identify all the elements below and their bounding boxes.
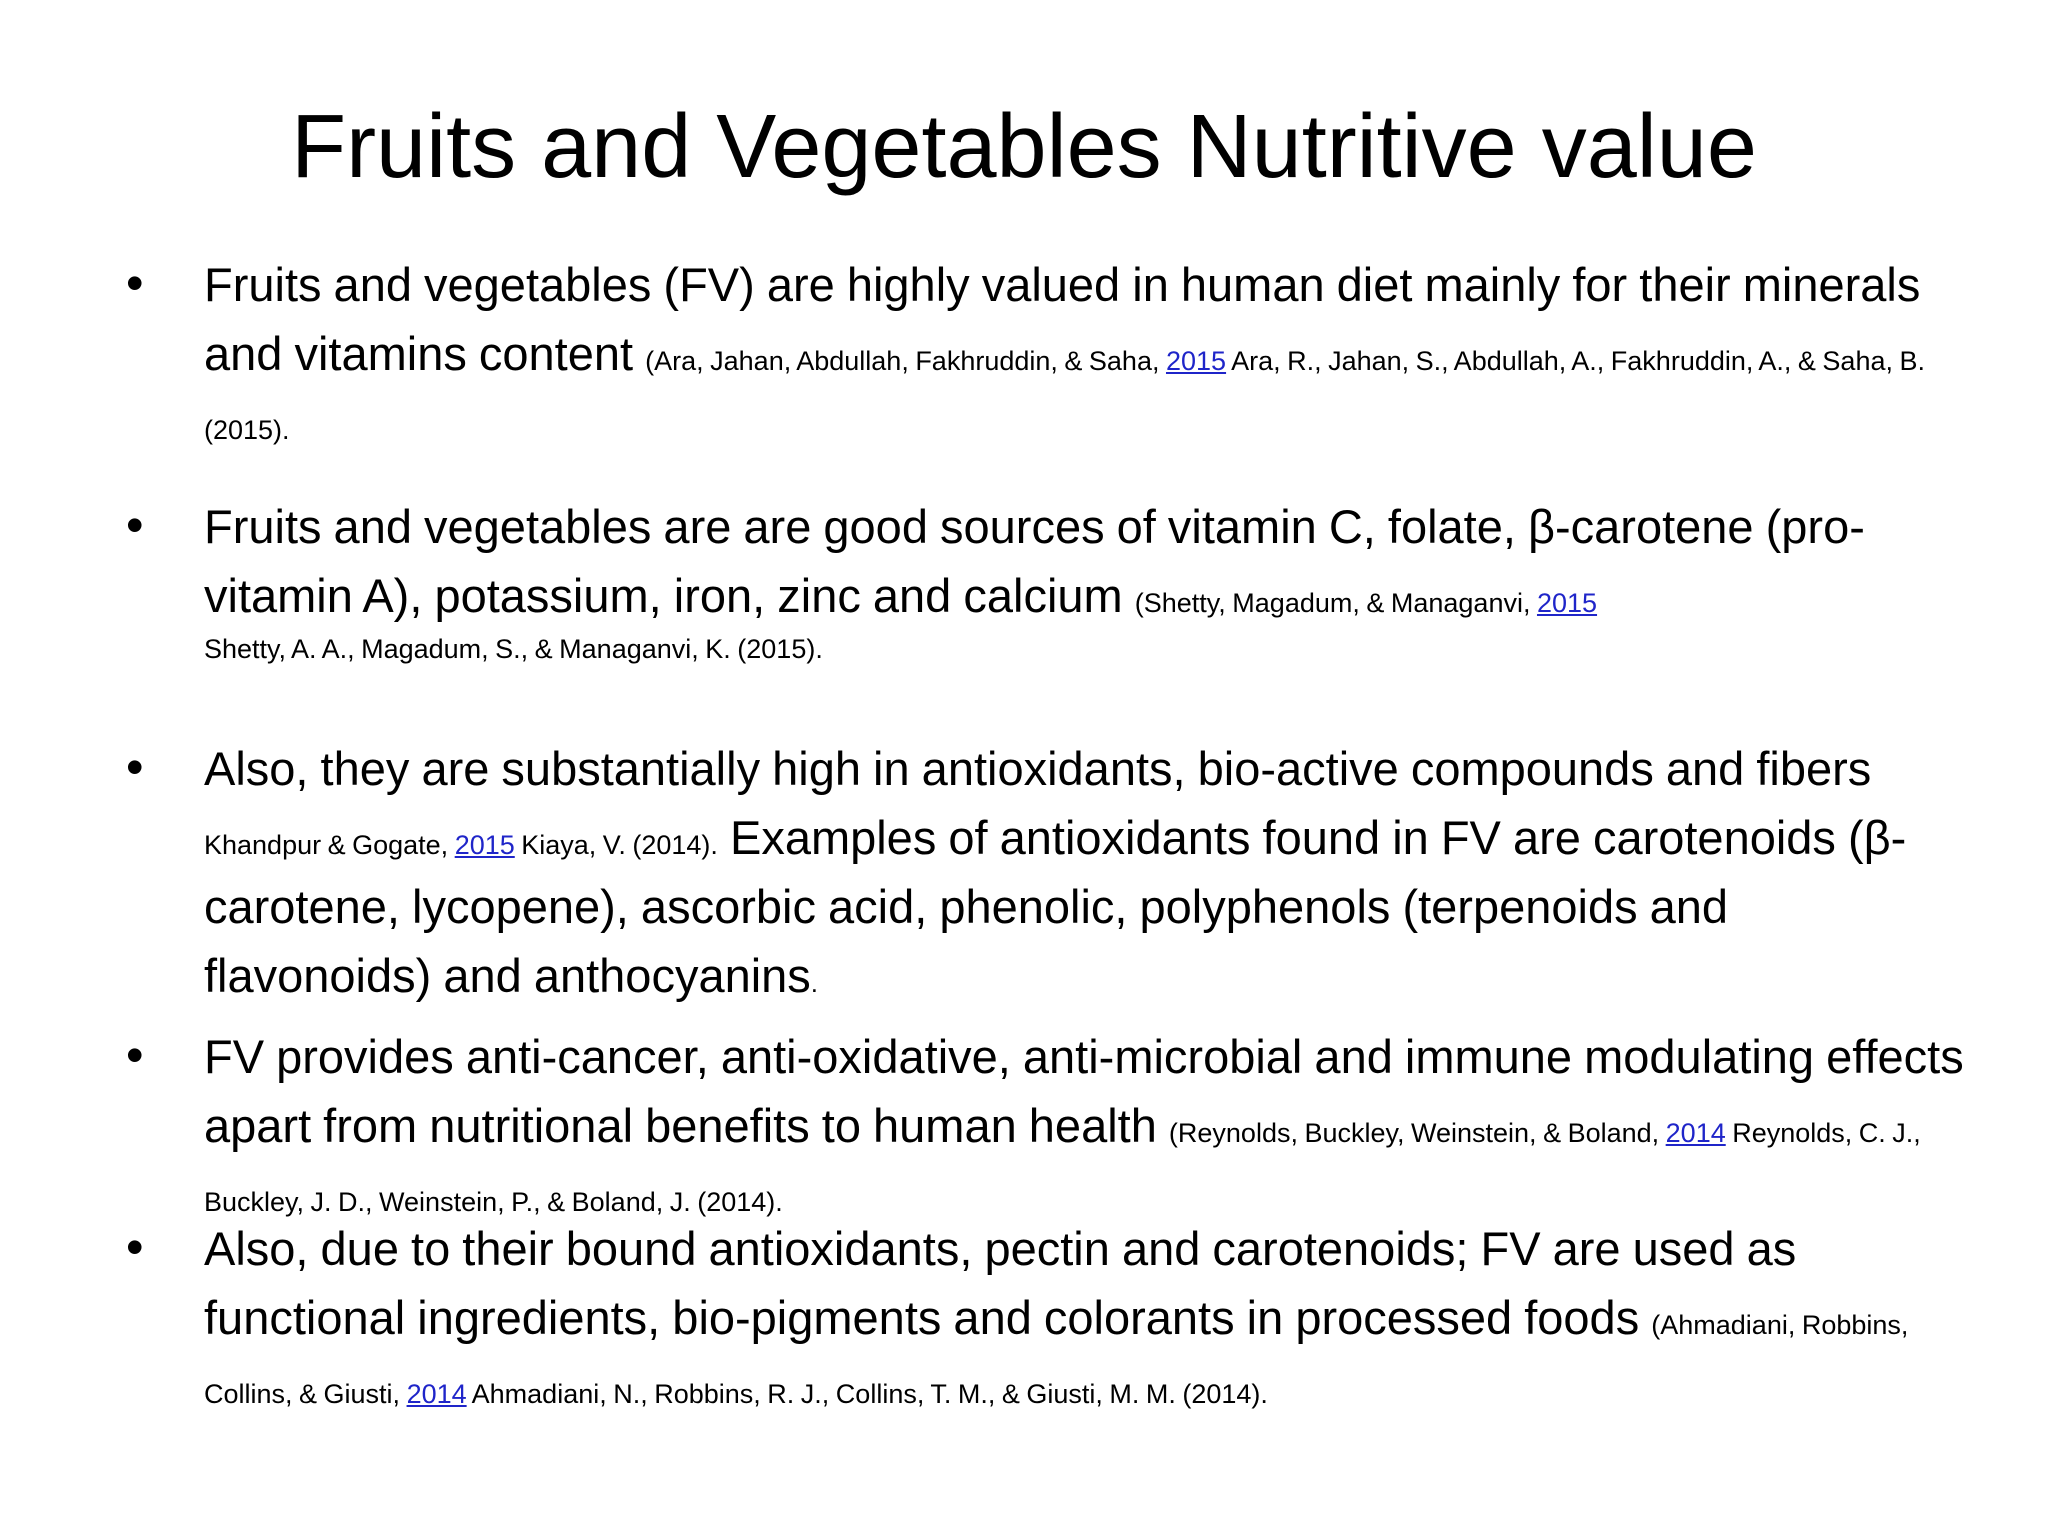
bullet-marker: • [126, 1219, 144, 1275]
bullet-2-citation [1135, 588, 1597, 618]
slide-title: Fruits and Vegetables Nutritive value [291, 97, 1757, 197]
bullet-3-text-a: Also, they are substantially high in antioxidants, bio-active compounds and fibers [204, 742, 1872, 795]
citation-suffix: Ahmadiani, N., Robbins, R. J., Collins, T. M., & Giusti, M. M. (2014). [466, 1379, 1268, 1409]
citation-link-2015[interactable]: 2015 [1165, 346, 1227, 376]
bullet-1-text: Fruits and vegetables (FV) are highly valued in human diet mainly for their minerals and vitamins content [204, 258, 1921, 380]
bullet-marker: • [126, 497, 144, 553]
bullet-item-2 [204, 492, 1964, 674]
citation-prefix: Khandpur & Gogate, [204, 830, 455, 860]
end-period: . [810, 968, 819, 998]
bullet-5-text: Also, due to their bound antioxidants, pectin and carotenoids; FV are used as functional ingredients, bio-pigments and colorants in processed foods [204, 1222, 1797, 1344]
citation-link-2014[interactable]: 2014 [1665, 1118, 1726, 1148]
bullet-item-4 [204, 1022, 1964, 1229]
citation-suffix: Reynolds, C. J., Buckley, J. D., Weinstein, P., & Boland, J. (2014). [204, 1118, 1921, 1217]
citation-prefix: (Ahmadiani, Robbins, Collins, & Giusti, [204, 1310, 1909, 1409]
citation-link-2015[interactable]: 2015 [1536, 588, 1598, 618]
bullet-marker: • [126, 255, 144, 311]
citation-link-2015[interactable]: 2015 [454, 830, 515, 860]
citation-link-2014[interactable]: 2014 [406, 1379, 467, 1409]
bullet-marker: • [126, 1027, 144, 1083]
citation-prefix: (Shetty, Magadum, & Managanvi, [1134, 588, 1537, 618]
citation-prefix: (Reynolds, Buckley, Weinstein, & Boland, [1168, 1118, 1666, 1148]
citation-suffix: Kiaya, V. (2014). [514, 830, 718, 860]
bullet-3-citation [204, 830, 718, 860]
bullet-item-1 [204, 250, 1964, 457]
citation-prefix: (Ara, Jahan, Abdullah, Fakhruddin, & Saha, [645, 346, 1166, 376]
bullet-2-text: Fruits and vegetables are are good sources of vitamin C, folate, β-carotene (pro-vitamin A), potassium, iron, zinc and calcium [204, 500, 1865, 622]
bullet-2-citation-full: Shetty, A. A., Magadum, S., & Managanvi, K. (2015). [204, 634, 823, 664]
bullet-4-text: FV provides anti-cancer, anti-oxidative, anti-microbial and immune modulating effects apart from nutritional benefits to human health [204, 1030, 1964, 1152]
citation-suffix: Ara, R., Jahan, S., Abdullah, A., Fakhruddin, A., & Saha, B. (2015). [204, 346, 1925, 445]
bullet-item-3 [204, 734, 1964, 1018]
bullet-3-text-b: Examples of antioxidants found in FV are carotenoids (β-carotene, lycopene), ascorbic acid, phenolic, polyphenols (terpenoids and flavonoids) and anthocyanins [204, 811, 1907, 1002]
bullet-marker: • [126, 739, 144, 795]
bullet-item-5 [204, 1214, 1964, 1421]
